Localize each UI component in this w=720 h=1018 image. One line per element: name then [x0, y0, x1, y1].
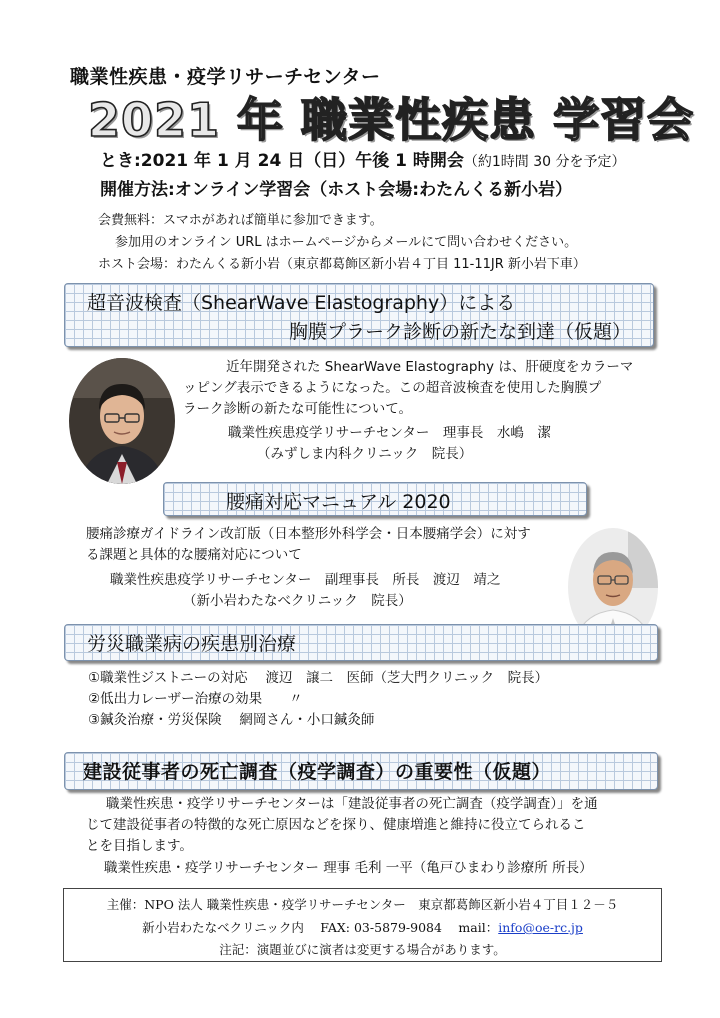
list-item: ③鍼灸治療・労災保険 網岡さん・小口鍼灸師: [88, 712, 375, 728]
talk3-list: [88, 668, 548, 731]
speaker1-portrait-icon: [69, 358, 175, 484]
talk2-title: 腰痛対応マニュアル 2020: [226, 491, 451, 513]
talk4-description: 職業性疾患・疫学リサーチセンターは「建設従事者の死亡調査（疫学調査）」を通 じて建設従事者の特徴的な死亡原因などを探り、健康増進と維持に役立てられるこ とを目指します。: [86, 796, 598, 854]
list-item: ①職業性ジストニーの対応 渡辺 譲二 医師（芝大門クリニック 院長）: [88, 670, 549, 686]
speaker1-photo: [69, 358, 175, 484]
email-link[interactable]: info@oe-rc.jp: [498, 920, 583, 935]
talk1-banner: [64, 283, 654, 347]
talk4-speaker: 職業性疾患・疫学リサーチセンター 理事 毛利 一平（亀戸ひまわり診療所 所長）: [104, 860, 593, 876]
talk4-title: 建設従事者の死亡調査（疫学調査）の重要性（仮題）: [83, 761, 552, 783]
talk2-description: 腰痛診療ガイドライン改訂版（日本整形外科学会・日本腰痛学会）に対す る課題と具体的な腰痛対応について: [86, 526, 531, 563]
talk1-description: 近年開発された ShearWave Elastography は、肝硬度をカラーマ ッピング表示できるようになった。この超音波検査を使用した胸膜プ ラーク診断の新たな可能性について。: [183, 359, 634, 417]
talk2-speaker: 職業性疾患疫学リサーチセンター 副理事長 所長 渡辺 靖之: [110, 572, 501, 588]
event-date: [100, 146, 625, 171]
talk3-title: 労災職業病の疾患別治療: [87, 633, 297, 655]
contact-line: [64, 918, 661, 936]
talk2-banner: [163, 482, 587, 516]
talk3-banner: [64, 624, 658, 661]
organization-name: 職業性疾患・疫学リサーチセンター: [70, 66, 381, 88]
info-venue: ホスト会場：わたんくる新小岩（東京都葛飾区新小岩４丁目 11-11JR 新小岩下車）: [98, 257, 586, 272]
list-item: ②低出力レーザー治療の効果 〃: [88, 691, 303, 707]
info-fee: 会費無料：スマホがあれば簡単に参加できます。: [98, 213, 383, 228]
page-title: 2021 年 職業性疾患 学習会: [88, 93, 695, 147]
event-method: 開催方法:オンライン学習会（ホスト会場:わたんくる新小岩）: [100, 180, 573, 200]
event-date-main: とき:2021 年 1 月 24 日（日）午後 1 時開会: [100, 151, 464, 171]
talk1-title-line2: 胸膜プラーク診断の新たな到達（仮題）: [288, 321, 631, 343]
event-date-note: （約1時間 30 分を予定）: [463, 154, 626, 170]
note-line: 注記：演題並びに演者は変更する場合があります。: [219, 942, 506, 957]
contact-fax: 新小岩わたなべクリニック内 FAX: 03-5879-9084 mail：: [142, 920, 499, 935]
talk4-banner: [64, 752, 658, 790]
talk1-title-line1: 超音波検査（ShearWave Elastography）による: [87, 292, 516, 314]
talk2-clinic: （新小岩わたなべクリニック 院長）: [183, 593, 412, 609]
talk1-clinic: （みずしま内科クリニック 院長）: [257, 446, 473, 462]
organizer-line: 主催：NPO 法人 職業性疾患・疫学リサーチセンター 東京都葛飾区新小岩４丁目１２－５: [106, 897, 619, 912]
info-url: 参加用のオンライン URL はホームページからメールにて問い合わせください。: [115, 235, 578, 250]
organizer-box: [63, 888, 662, 962]
talk1-speaker: 職業性疾患疫学リサーチセンター 理事長 水嶋 潔: [228, 425, 551, 441]
